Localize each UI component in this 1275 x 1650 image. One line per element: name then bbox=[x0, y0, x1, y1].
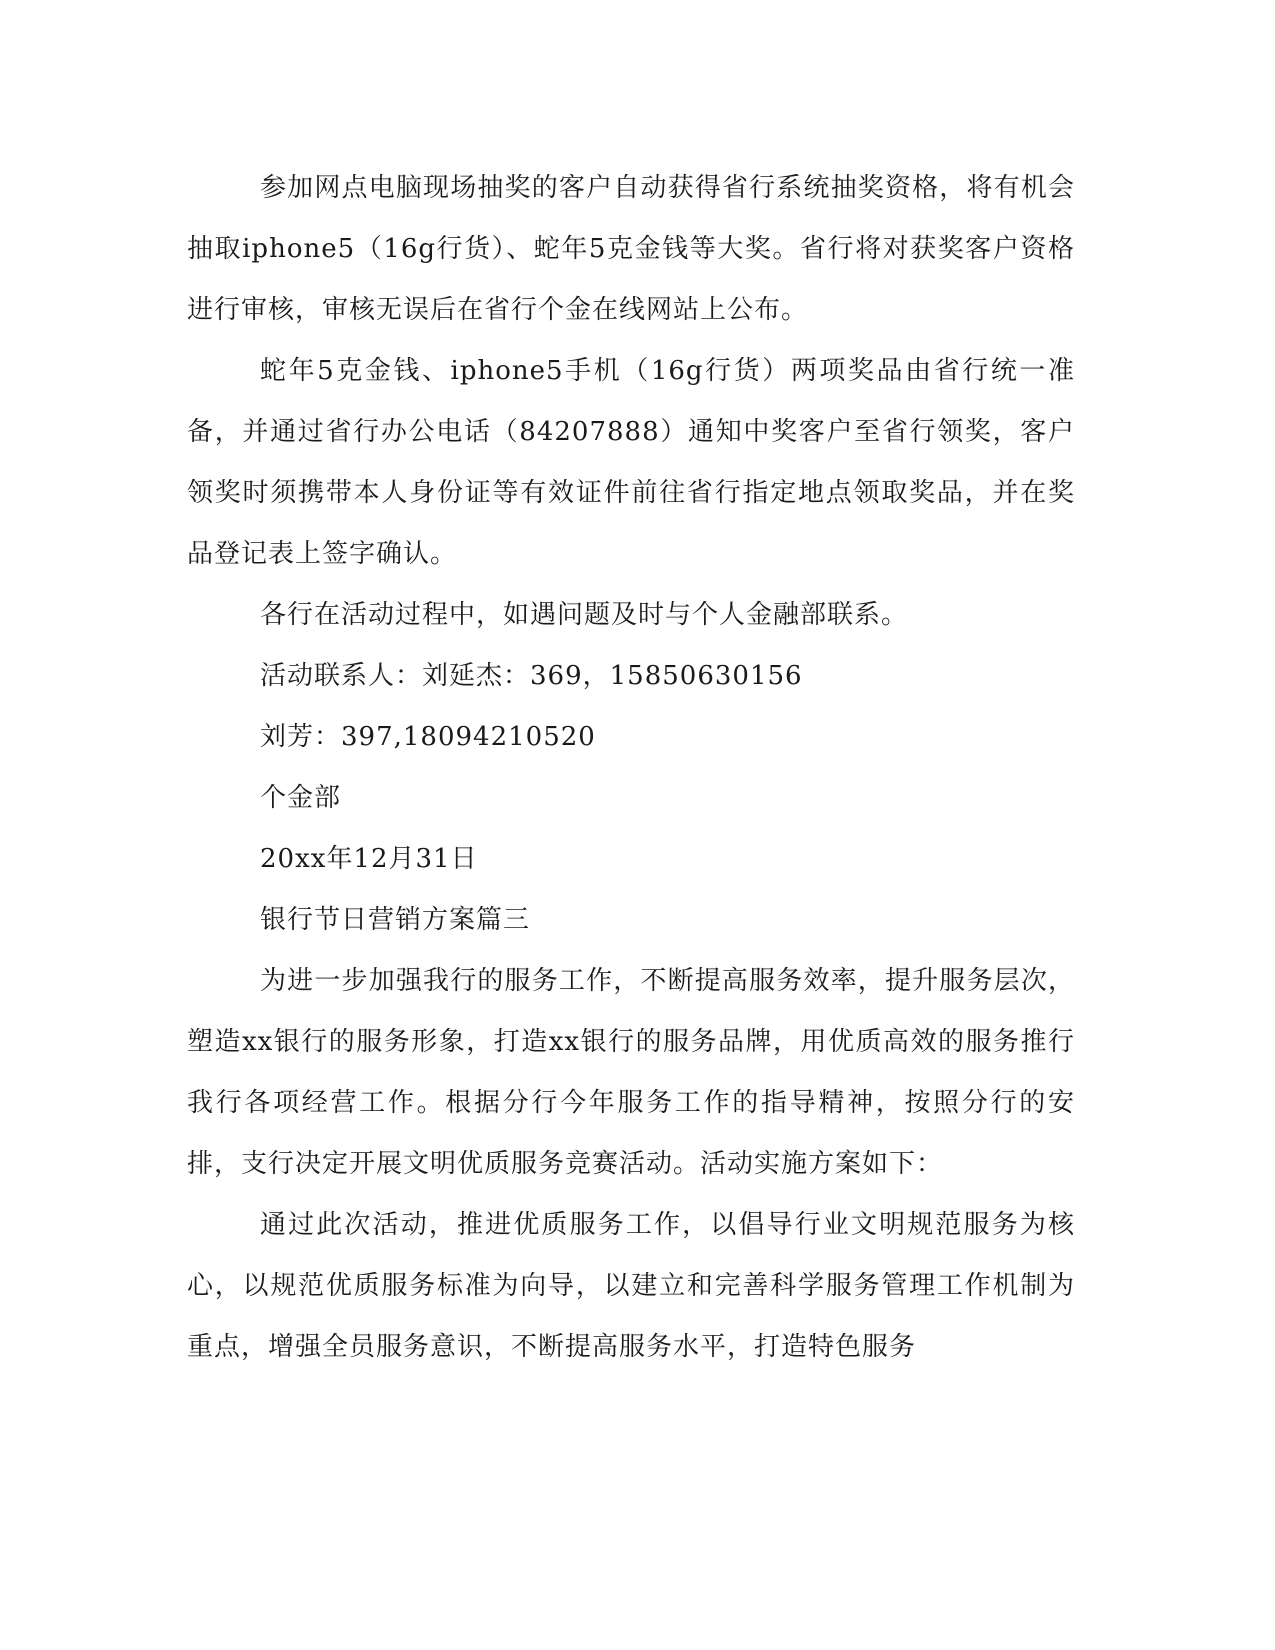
document-body bbox=[187, 158, 1075, 1378]
paragraph-contact-person-1: 活动联系人：刘延杰：369，15850630156 bbox=[260, 661, 803, 691]
paragraph-service-intro: 为进一步加强我行的服务工作，不断提高服务效率，提升服务层次，塑造xx银行的服务形象，打造xx银行的服务品牌，用优质高效的服务推行我行各项经营工作。根据分行今年服务工作的指导精神，按照分行的安排，支行决定开展文明优质服务竞赛活动。活动实施方案如下： bbox=[187, 966, 1075, 1179]
paragraph-contact-note: 各行在活动过程中，如遇问题及时与个人金融部联系。 bbox=[260, 600, 909, 630]
paragraph-department: 个金部 bbox=[260, 783, 342, 813]
paragraph-contact-person-2: 刘芳：397,18094210520 bbox=[260, 722, 596, 752]
paragraph-date: 20xx年12月31日 bbox=[260, 844, 478, 874]
section-heading: 银行节日营销方案篇三 bbox=[260, 905, 531, 935]
paragraph-service-goal: 通过此次活动，推进优质服务工作，以倡导行业文明规范服务为核心，以规范优质服务标准为向导，以建立和完善科学服务管理工作机制为重点，增强全员服务意识，不断提高服务水平，打造特色服务 bbox=[187, 1210, 1075, 1362]
paragraph-lottery-qualification: 参加网点电脑现场抽奖的客户自动获得省行系统抽奖资格，将有机会抽取iphone5（16g行货）、蛇年5克金钱等大奖。省行将对获奖客户资格进行审核，审核无误后在省行个金在线网站上公布。 bbox=[187, 173, 1075, 325]
paragraph-prize-collection: 蛇年5克金钱、iphone5手机（16g行货）两项奖品由省行统一准备，并通过省行办公电话（84207888）通知中奖客户至省行领奖，客户领奖时须携带本人身份证等有效证件前往省行指定地点领取奖品，并在奖品登记表上签字确认。 bbox=[187, 356, 1075, 569]
